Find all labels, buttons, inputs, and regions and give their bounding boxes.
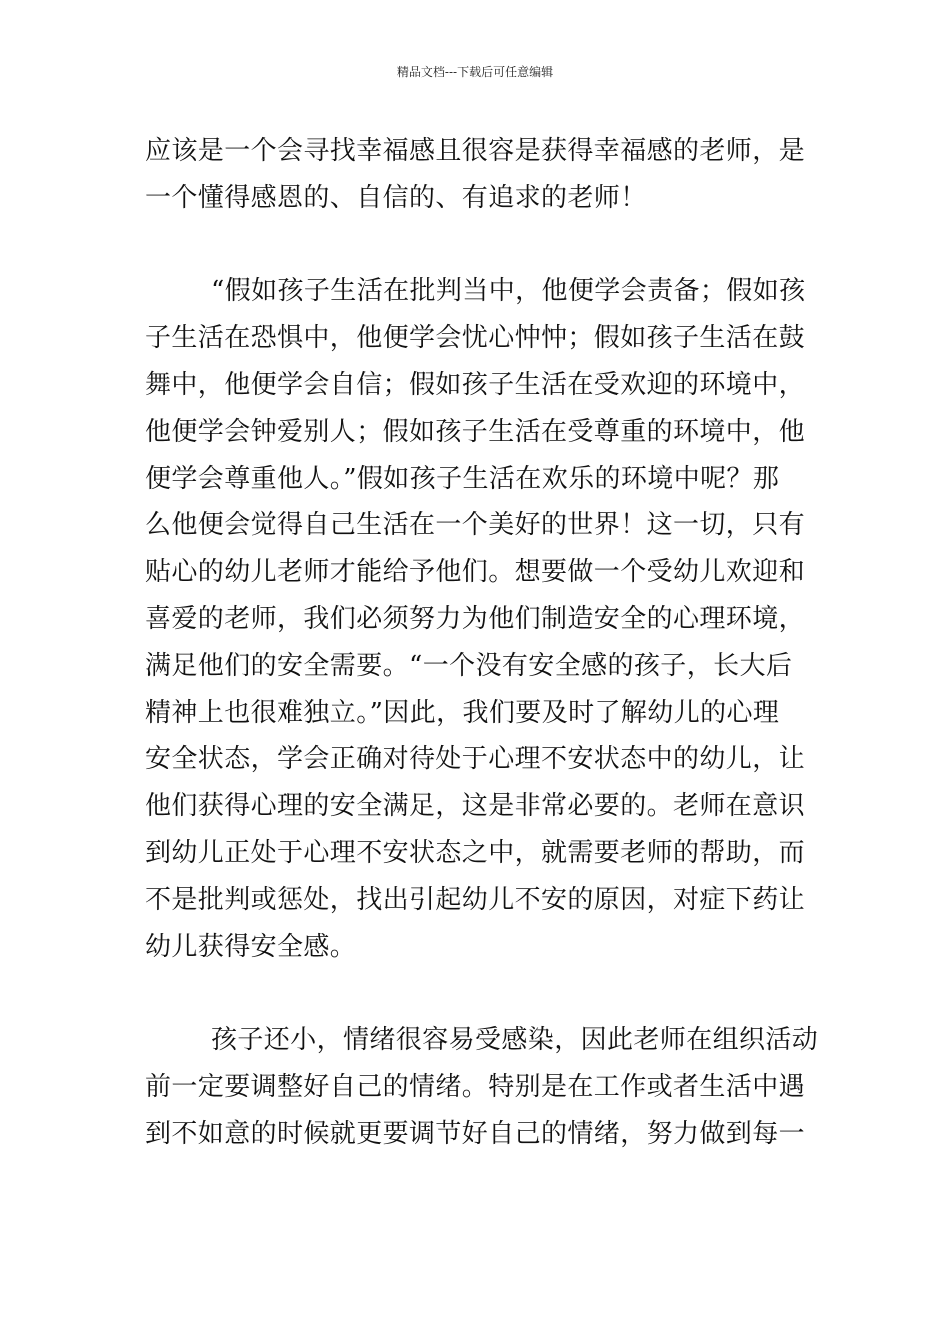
text-line: 舞中，他便学会自信；假如孩子生活在受欢迎的环境中， [145,369,806,400]
text-line: 子生活在恐惧中，他便学会忧心忡忡；假如孩子生活在鼓 [145,323,806,354]
text-line: 前一定要调整好自己的情绪。特别是在工作或者生活中遇 [145,1071,806,1102]
text-line: 孩子还小，情绪很容易受感染，因此老师在组织活动 [211,1025,819,1056]
text-line: 他便学会钟爱别人；假如孩子生活在受尊重的环境中，他 [145,416,806,447]
page-header: 精品文档---下载后可任意编辑 [396,65,554,79]
text-line: 到幼儿正处于心理不安状态之中，就需要老师的帮助，而 [145,837,806,868]
paragraph-2 [145,268,807,970]
text-line: 他们获得心理的安全满足，这是非常必要的。老师在意识 [145,791,806,822]
text-line: “假如孩子生活在批判当中，他便学会责备；假如孩 [211,276,806,307]
text-line: 喜爱的老师，我们必须努力为他们制造安全的心理环境， [145,603,806,634]
text-line: 幼儿获得安全感。 [145,931,357,962]
text-line: 不是批判或惩处，找出引起幼儿不安的原因，对症下药让 [145,884,806,915]
text-line: 安全状态，学会正确对待处于心理不安状态中的幼儿，让 [145,744,806,775]
paragraph-spacer [145,970,807,1017]
paragraph-1 [145,128,807,222]
text-line: 一个懂得感恩的、自信的、有追求的老师！ [145,182,647,213]
text-line: 应该是一个会寻找幸福感且很容是获得幸福感的老师，是 [145,136,806,166]
text-line: 满足他们的安全需要。“一个没有安全感的孩子，长大后 [145,650,793,681]
paragraph-3 [145,1017,819,1157]
paragraph-spacer [145,222,807,269]
document-body [145,128,819,1158]
text-line: 精神上也很难独立。”因此，我们要及时了解幼儿的心理 [145,697,780,728]
text-line: 贴心的幼儿老师才能给予他们。想要做一个受幼儿欢迎和 [145,557,806,588]
text-line: 便学会尊重他人。”假如孩子生活在欢乐的环境中呢？那 [145,463,780,494]
text-line: 么他便会觉得自己生活在一个美好的世界！这一切，只有 [145,510,806,541]
text-line: 到不如意的时候就更要调节好自己的情绪，努力做到每一 [145,1118,806,1149]
